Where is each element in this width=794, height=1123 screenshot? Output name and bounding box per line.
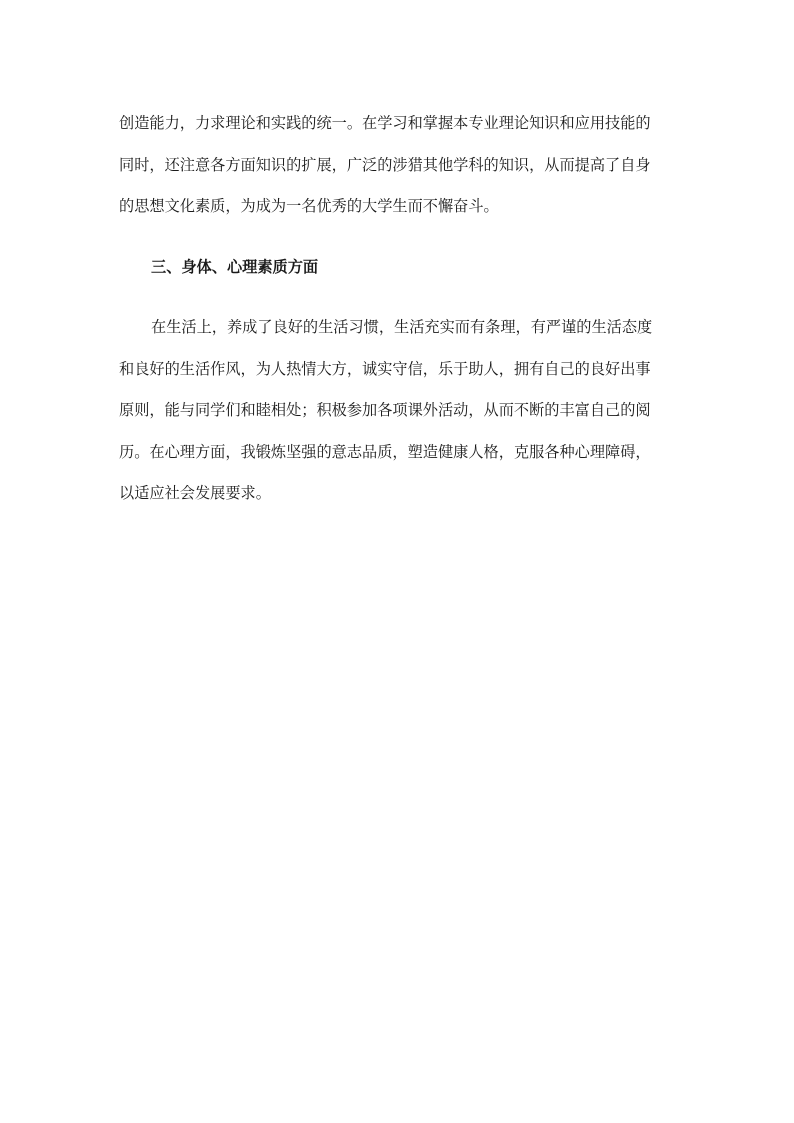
paragraph-line: 创造能力，力求理论和实践的统一。在学习和掌握本专业理论知识和应用技能的: [119, 114, 651, 132]
paragraph-line-first: 在生活上，养成了良好的生活习惯，生活充实而有条理，有严谨的生活态度: [151, 318, 653, 336]
paragraph-line: 同时，还注意各方面知识的扩展，广泛的涉猎其他学科的知识，从而提高了自身: [119, 155, 651, 174]
paragraph-line: 和良好的生活作风，为人热情大方，诚实守信，乐于助人，拥有自己的良好出事: [119, 359, 651, 378]
document-body: [119, 103, 679, 515]
paragraph-line: 原则，能与同学们和睦相处；积极参加各项课外活动，从而不断的丰富自己的阅: [119, 401, 651, 419]
paragraph-body: [119, 307, 679, 515]
paragraph-spacer: [119, 288, 679, 307]
paragraph-line: 以适应社会发展要求。: [119, 484, 271, 502]
paragraph-line: 的思想文化素质，为成为一名优秀的大学生而不懈奋斗。: [119, 197, 499, 215]
paragraph-spacer: [119, 228, 679, 247]
section-heading: 三、身体、心理素质方面: [151, 257, 319, 276]
paragraph-line: 历。在心理方面，我锻炼坚强的意志品质，塑造健康人格，克服各种心理障碍，: [119, 442, 651, 461]
paragraph-continuation: [119, 103, 679, 228]
